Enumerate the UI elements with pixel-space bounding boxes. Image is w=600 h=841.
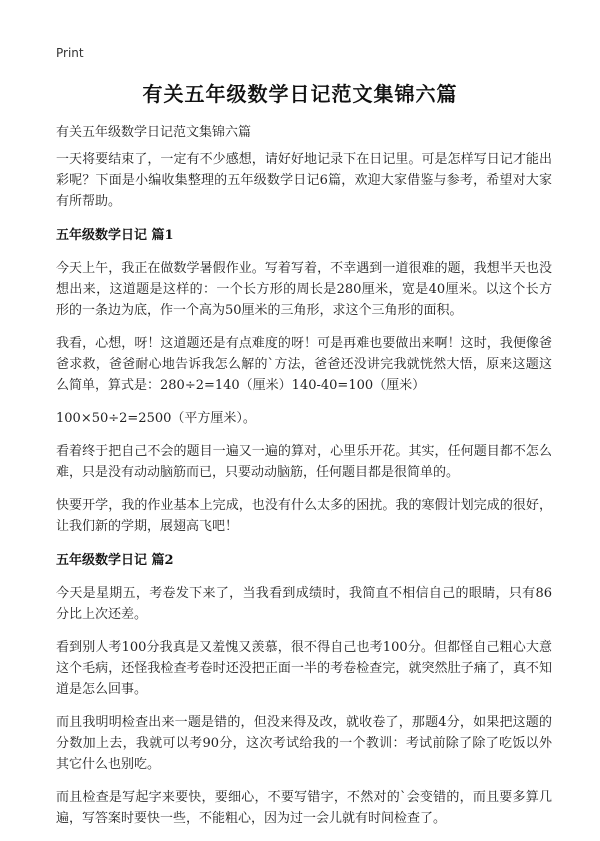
section-heading: 五年级数学日记 篇1 [56,228,174,243]
body-paragraph: 看着终于把自己不会的题目一遍又一遍的算对，心里乐开花。其实，任何题目都不怎么难，只是没有动动脑筋而已，只要动动脑筋，任何题目都是很简单的。 [56,444,552,480]
body-paragraph: 看到别人考100分我真是又羞愧又羡慕，很不得自己也考100分。但都怪自己粗心大意这个毛病，还怪我检查考卷时还没把正面一半的考卷检查完，就突然肚子痛了，真不知道是怎么回事。 [56,640,552,697]
body-paragraph: 我看，心想，呀！这道题还是有点难度的呀！可是再难也要做出来啊！这时，我便像爸爸求救，爸爸耐心地告诉我怎么解的`方法，爸爸还没讲完我就恍然大悟，原来这题这么简单，算式是：280÷2=140（厘米）140-40=100（厘米） [56,336,552,393]
body-paragraph: 100×50÷2=2500（平方厘米）。 [56,411,256,426]
document-body [56,149,552,841]
body-paragraph: 而且我明明检查出来一题是错的，但没来得及改，就收卷了，那题4分，如果把这题的分数加上去，我就可以考90分，这次考试给我的一个教训：考试前除了除了吃饭以外其它什么也别吃。 [56,715,552,772]
body-paragraph: 而且检查是写起字来要快，要细心，不要写错字，不然对的`会变错的，而且要多算几遍，写答案时要快一些，不能粗心，因为过一会儿就有时间检查了。 [56,790,552,826]
body-paragraph: 今天是星期五，考卷发下来了，当我看到成绩时，我简直不相信自己的眼睛，只有86分比上次还差。 [56,586,552,622]
section-heading: 五年级数学日记 篇2 [56,553,174,568]
body-paragraph: 快要开学，我的作业基本上完成，也没有什么太多的困扰。我的寒假计划完成的很好，让我们新的学期，展翅高飞吧！ [56,498,552,534]
print-link[interactable]: Print [56,46,84,60]
page-title: 有关五年级数学日记范文集锦六篇 [142,82,458,106]
intro-paragraph: 一天将要结束了，一定有不少感想，请好好地记录下在日记里。可是怎样写日记才能出彩呢？下面是小编收集整理的五年级数学日记6篇，欢迎大家借鉴与参考，希望对大家有所帮助。 [56,152,552,209]
document-subtitle: 有关五年级数学日记范文集锦六篇 [56,125,252,140]
body-paragraph: 今天上午，我正在做数学暑假作业。写着写着，不幸遇到一道很难的题，我想半天也没想出来，这道题是这样的：一个长方形的周长是280厘米，宽是40厘米。以这个长方形的一条边为底，作一个高为50厘米的三角形，求这个三角形的面积。 [56,261,552,318]
